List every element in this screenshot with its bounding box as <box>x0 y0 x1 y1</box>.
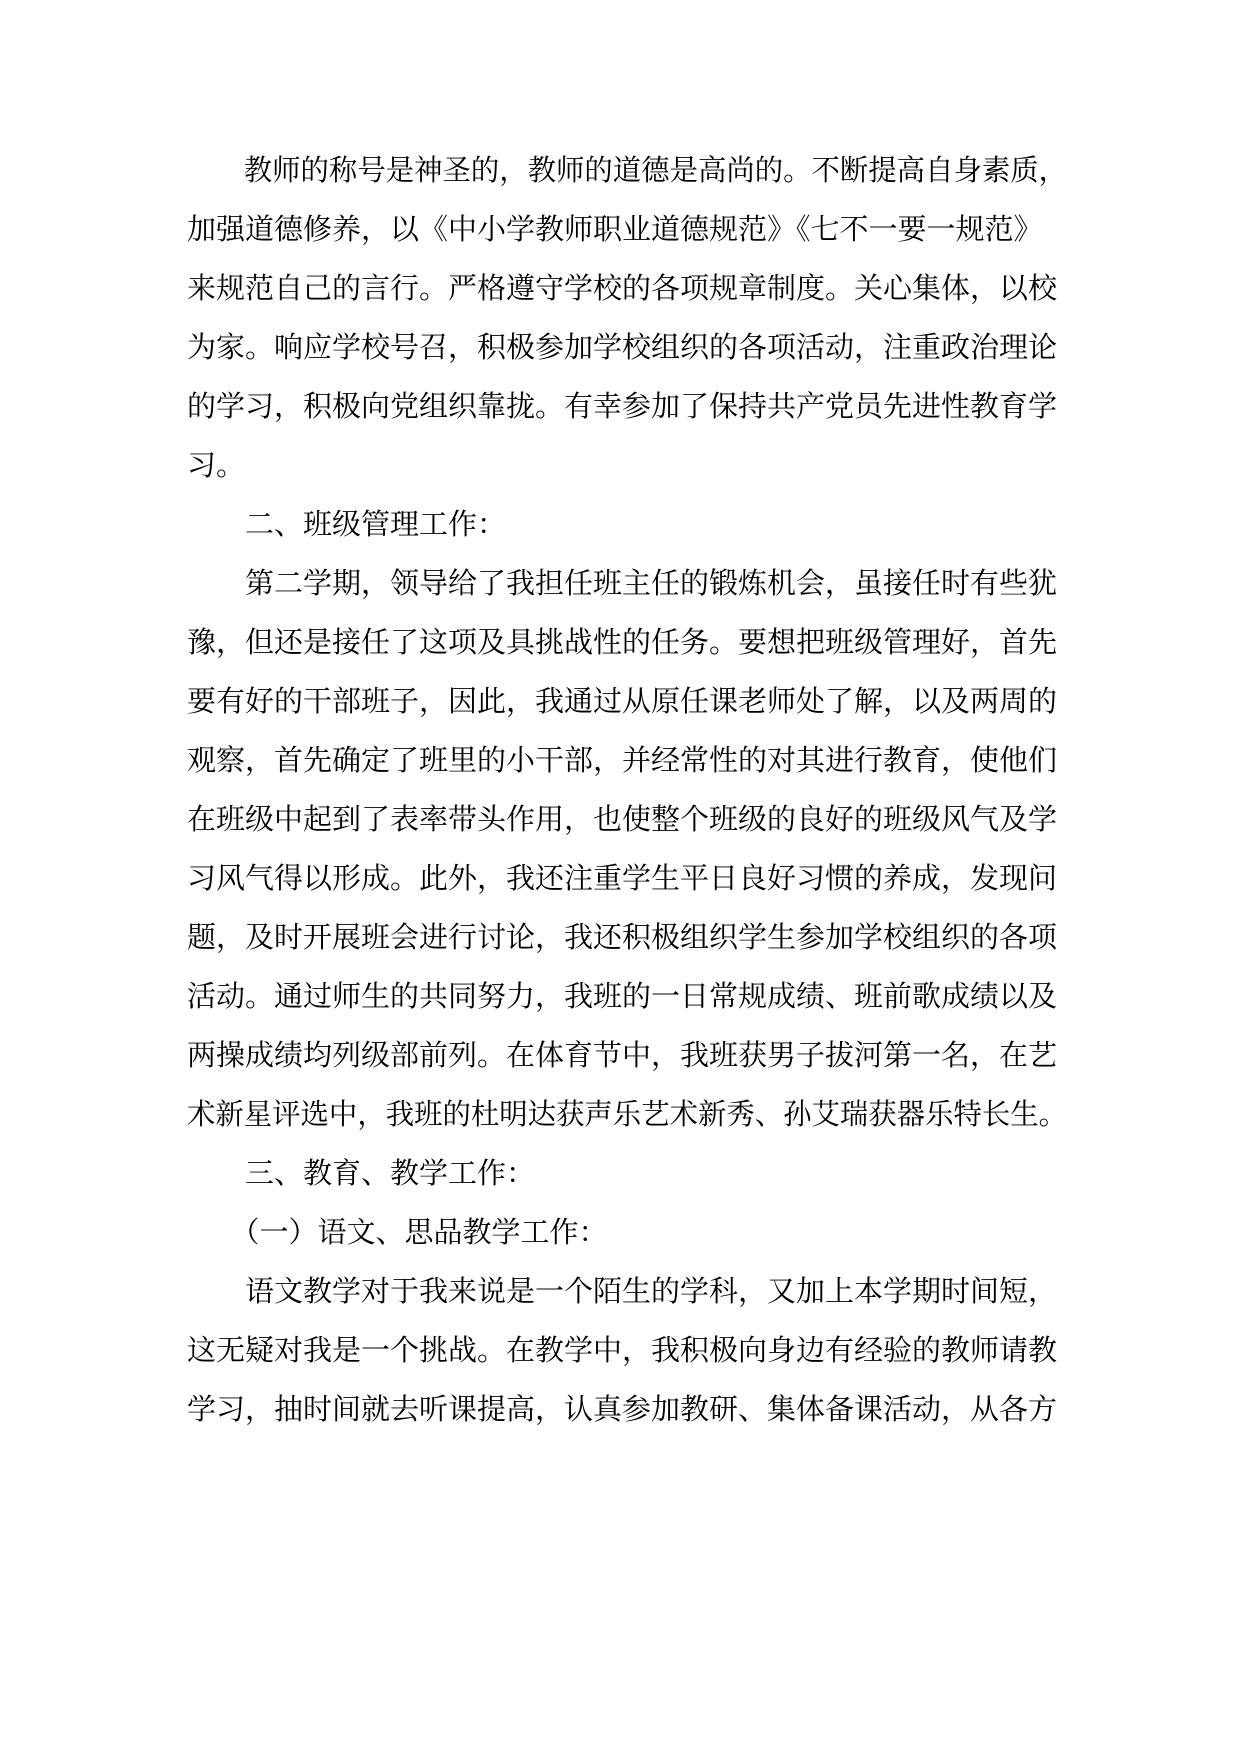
section-heading: 三、教育、教学工作： <box>187 1156 536 1190</box>
text-line: 语文教学对于我来说是一个陌生的学科，又加上本学期时间短， <box>187 1274 1058 1308</box>
text-line: 习。 <box>187 448 246 482</box>
text-line: 在班级中起到了表率带头作用，也使整个班级的良好的班级风气及学 <box>187 802 1058 836</box>
text-line: 学习，抽时间就去听课提高，认真参加教研、集体备课活动，从各方 <box>187 1392 1058 1426</box>
text-line: 要有好的干部班子，因此，我通过从原任课老师处了解，以及两周的 <box>187 684 1058 718</box>
text-line: 活动。通过师生的共同努力，我班的一日常规成绩、班前歌成绩以及 <box>187 979 1058 1013</box>
text-line: 这无疑对我是一个挑战。在教学中，我积极向身边有经验的教师请教 <box>187 1333 1058 1367</box>
text-line: 题，及时开展班会进行讨论，我还积极组织学生参加学校组织的各项 <box>187 920 1058 954</box>
text-line: 第二学期，领导给了我担任班主任的锻炼机会，虽接任时有些犹 <box>187 566 1058 600</box>
text-line: 习风气得以形成。此外，我还注重学生平日良好习惯的养成，发现问 <box>187 861 1058 895</box>
text-line: 术新星评选中，我班的杜明达获声乐艺术新秀、孙艾瑞获器乐特长生。 <box>187 1097 1068 1131</box>
text-line: 加强道德修养，以《中小学教师职业道德规范》《七不一要一规范》 <box>187 212 1043 246</box>
text-line: 两操成绩均列级部前列。在体育节中，我班获男子拔河第一名，在艺 <box>187 1038 1058 1072</box>
text-line: 观察，首先确定了班里的小干部，并经常性的对其进行教育，使他们 <box>187 743 1058 777</box>
text-line: 为家。响应学校号召，积极参加学校组织的各项活动，注重政治理论 <box>187 330 1058 364</box>
section-heading: 二、班级管理工作： <box>187 507 507 541</box>
text-line: 的学习，积极向党组织靠拢。有幸参加了保持共产党员先进性教育学 <box>187 389 1058 423</box>
text-line: 来规范自己的言行。严格遵守学校的各项规章制度。关心集体，以校 <box>187 271 1058 305</box>
text-line: 教师的称号是神圣的，教师的道德是高尚的。不断提高自身素质， <box>187 153 1068 187</box>
subsection-heading: （一）语文、思品教学工作： <box>187 1215 608 1249</box>
text-line: 豫，但还是接任了这项及具挑战性的任务。要想把班级管理好，首先 <box>187 625 1058 659</box>
